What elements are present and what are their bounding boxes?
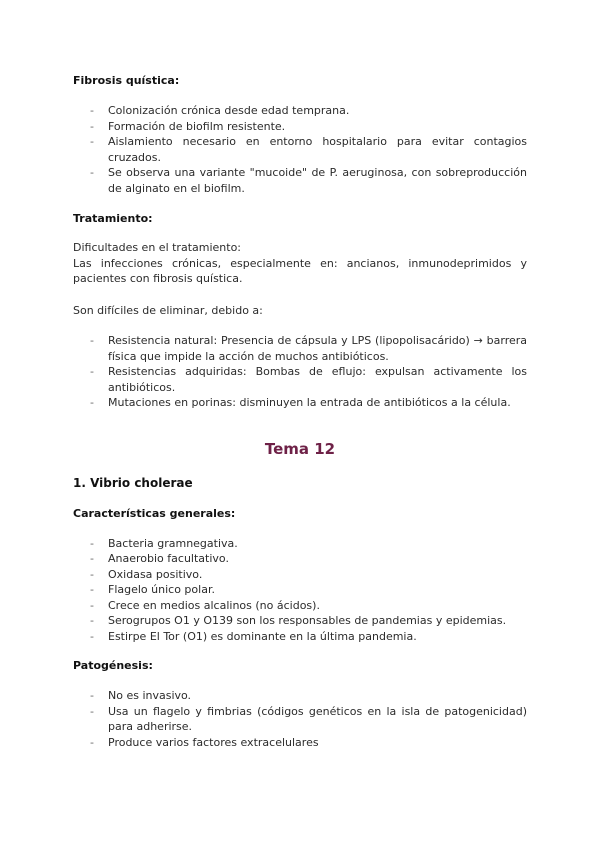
- list-item: - Resistencia natural: Presencia de cápsula y LPS (lipopolisacárido) → barrera física que impide la acción de muchos antibióticos.: [73, 333, 527, 364]
- fibrosis-list: [73, 103, 527, 196]
- list-item: - Resistencias adquiridas: Bombas de eflujo: expulsan activamente los antibióticos.: [73, 364, 527, 395]
- patogenesis-list: [73, 688, 527, 750]
- list-item: - No es invasivo.: [73, 688, 527, 704]
- list-item: - Mutaciones en porinas: disminuyen la entrada de antibióticos a la célula.: [73, 395, 527, 411]
- tratamiento-intro: Dificultades en el tratamiento:: [73, 241, 242, 254]
- list-item: - Flagelo único polar.: [73, 582, 527, 598]
- page-content: [73, 73, 527, 750]
- caracteristicas-heading: Características generales:: [73, 506, 236, 520]
- fibrosis-heading: Fibrosis quística:: [73, 74, 180, 87]
- tratamiento-text: Las infecciones crónicas, especialmente en: ancianos, inmunodeprimidos y pacientes con fibrosis quística.: [73, 256, 527, 285]
- list-item: - Aislamiento necesario en entorno hospitalario para evitar contagios cruzados.: [73, 134, 527, 165]
- subsection-title: 1. Vibrio cholerae: [73, 475, 193, 490]
- section-title: Tema 12: [264, 439, 336, 458]
- list-item: - Serogrupos O1 y O139 son los responsables de pandemias y epidemias.: [73, 613, 527, 629]
- list-item: - Produce varios factores extracelulares: [73, 735, 527, 751]
- list-item: - Anaerobio facultativo.: [73, 551, 527, 567]
- tratamiento-causes-intro: Son difíciles de eliminar, debido a:: [73, 303, 263, 317]
- list-item: - Bacteria gramnegativa.: [73, 536, 527, 552]
- tratamiento-heading: Tratamiento:: [73, 212, 153, 225]
- list-item: - Estirpe El Tor (O1) es dominante en la última pandemia.: [73, 629, 527, 645]
- caracteristicas-list: [73, 536, 527, 645]
- list-item: - Colonización crónica desde edad temprana.: [73, 103, 527, 119]
- list-item: - Formación de biofilm resistente.: [73, 119, 527, 135]
- list-item: - Se observa una variante "mucoide" de P. aeruginosa, con sobreproducción de alginato en el biofilm.: [73, 165, 527, 196]
- list-item: - Usa un flagelo y fimbrias (códigos genéticos en la isla de patogenicidad) para adherirse.: [73, 704, 527, 735]
- list-item: - Oxidasa positivo.: [73, 567, 527, 583]
- list-item: - Crece en medios alcalinos (no ácidos).: [73, 598, 527, 614]
- tratamiento-list: [73, 333, 527, 411]
- patogenesis-heading: Patogénesis:: [73, 659, 153, 672]
